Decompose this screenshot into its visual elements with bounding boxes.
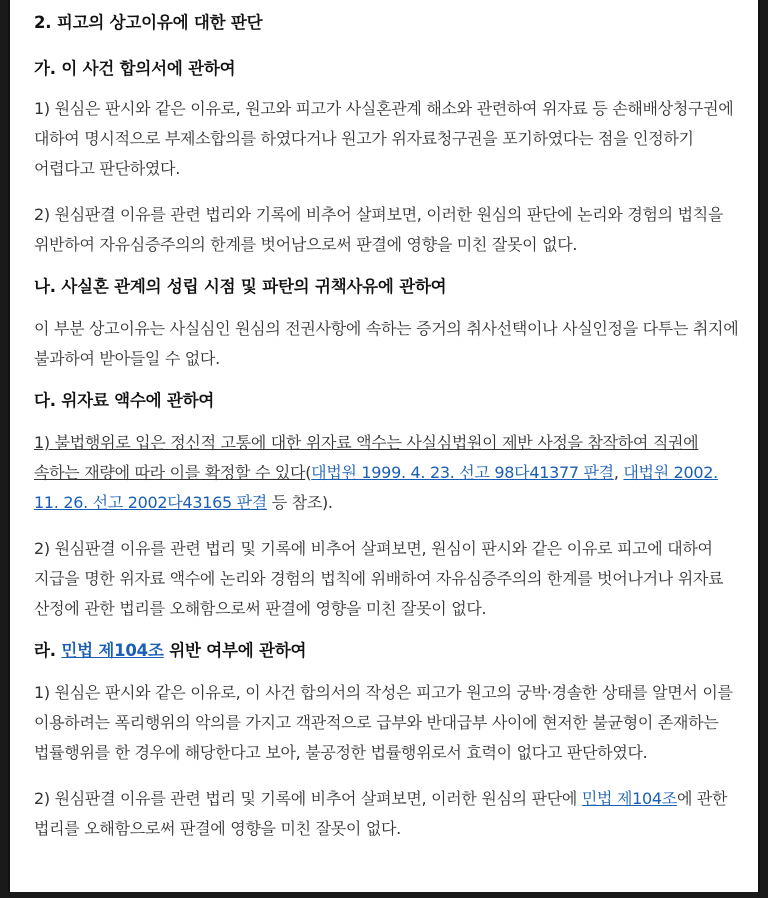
subsection-heading-ga: 가. 이 사건 합의서에 관하여 [34,59,236,78]
paren-open: ( [305,463,312,482]
ra-title-prefix: 라. [34,641,62,660]
separator: , [613,463,624,482]
paragraph-ra-2-a: 2) 원심판결 이유를 관련 법리 및 기록에 비추어 살펴보면, 이러한 원심의 판단에 [34,789,582,808]
paragraph-ra-1: 1) 원심은 판시와 같은 이유로, 이 사건 합의서의 작성은 피고가 원고의 궁박·경솔한 상태를 알면서 이를 이용하려는 폭리행위의 악의를 가지고 객관적으로 급부와 반대급부 사이에 현저한 불균형이 존재하는 법률행위를 한 경우에 해당한다고 보아, 불공정한 법률행위로서 효력이 없다고 판단하였다. [34,683,733,762]
case-link-2002[interactable]: 대법원 2002. 11. 26. 선고 2002다43165 판결 [34,463,718,512]
ra-title-suffix: 위반 여부에 관하여 [163,641,307,660]
document-body [10,0,758,844]
paragraph-ga-1: 1) 원심은 판시와 같은 이유로, 원고와 피고가 사실혼관계 해소와 관련하여 위자료 등 손해배상청구권에 대하여 명시적으로 부제소합의를 하였다거나 원고가 위자료청구권을 포기하였다는 점을 인정하기 어렵다고 판단하였다. [34,99,734,178]
paragraph-ga-2: 2) 원심판결 이유를 관련 법리와 기록에 비추어 살펴보면, 이러한 원심의 판단에 논리와 경험의 법칙을 위반하여 자유심증주의의 한계를 벗어남으로써 판결에 영향을 미친 잘못이 없다. [34,205,724,254]
document-page [8,0,760,892]
section-heading-2: 2. 피고의 상고이유에 대한 판단 [34,13,263,32]
paragraph-da-1-text: 1) 불법행위로 입은 정신적 고통에 대한 위자료 액수는 사실심법원이 제반 사정을 참작하여 직권에 속하는 재량에 따라 이를 확정할 수 있다 [34,433,699,482]
paragraph-da-2: 2) 원심판결 이유를 관련 법리 및 기록에 비추어 살펴보면, 원심이 판시와 같은 이유로 피고에 대하여 지급을 명한 위자료 액수에 논리와 경험의 법칙에 위배하여 자유심증주의의 한계를 벗어나거나 위자료 산정에 관한 법리를 오해함으로써 판결에 영향을 미친 잘못이 없다. [34,539,724,618]
civil-law-104-link[interactable]: 민법 제104조 [61,641,164,660]
paragraph-ra-2-b: 에 관한 법리를 오해함으로써 판결에 영향을 미친 잘못이 없다. [34,789,728,838]
subsection-heading-na: 나. 사실혼 관계의 성립 시점 및 파탄의 귀책사유에 관하여 [34,277,447,296]
paragraph-da-1-tail: 등 참조). [266,493,333,512]
subsection-heading-ra [34,638,740,664]
civil-law-104-inline-link[interactable]: 민법 제104조 [581,789,677,808]
case-link-1999[interactable]: 대법원 1999. 4. 23. 선고 98다41377 판결 [311,463,614,482]
subsection-heading-da: 다. 위자료 액수에 관하여 [34,391,215,410]
paragraph-ra-2 [34,784,740,844]
paragraph-da-1 [34,428,740,518]
paragraph-na-1: 이 부분 상고이유는 사실심인 원심의 전권사항에 속하는 증거의 취사선택이나 사실인정을 다투는 취지에 불과하여 받아들일 수 없다. [34,319,739,368]
